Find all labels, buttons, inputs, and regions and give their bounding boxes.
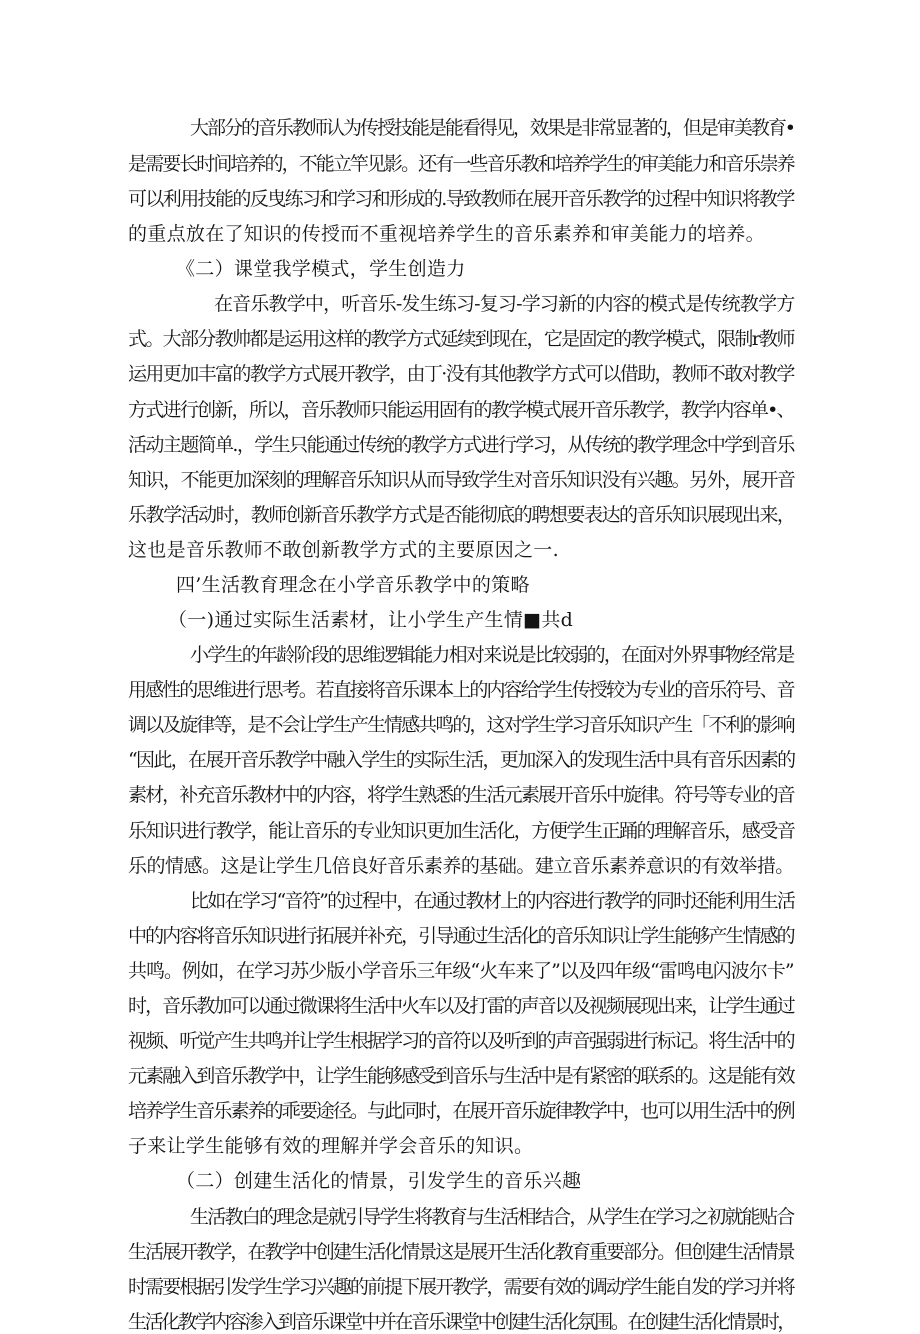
text-line: 是需要长时间培养的，不能立竿见影。还有一些音乐教和培养学生的审美能力和音乐崇养 (128, 153, 794, 175)
text-line: 方式进行创新，所以，音乐教师只能运用固有的教学模式展开音乐教学，教学内容单•、 (128, 399, 794, 421)
section-heading: 四’生活教育理念在小学音乐教学中的策略 (176, 574, 530, 596)
text-line: 视频、听觉产生共鸣并让学生根据学习的音符以及听到的声音强弱进行标记。将生活中的 (128, 1030, 794, 1052)
text-line: 活动主题简单.，学生只能通过传统的教学方式进行学习，从传统的教学理念中学到音乐 (128, 434, 794, 456)
text-line: 用感性的思维进行思考。若直接将音乐课本上的内容给学生传授较为专业的音乐符号、音 (128, 679, 794, 701)
section-heading: 《二）课堂我学模式，学生创造力 (176, 258, 466, 280)
text-line: 乐的情感。这是让学生几倍良好音乐素养的基础。建立音乐素养意识的有效举措。 (128, 855, 794, 877)
text-line: 在音乐教学中，听音乐-发生练习-复习-学习新的内容的模式是传统教学方 (214, 293, 795, 315)
text-line: 培养学生音乐素养的乖要途径。与此同时，在展开音乐旋律教学中，也可以用生活中的例 (128, 1100, 794, 1122)
text-line: 生活教白的理念是就引导学生将教育与生活相结合，从学生在学习之初就能贴合 (190, 1206, 794, 1228)
text-line: 生活化教学内容渗入到音乐课堂中并在音乐课堂中创建生活化氛围。在创建生活化情景时， (128, 1311, 795, 1333)
text-line: 的重点放在了知识的传授而不重视培养学生的音乐素养和审美能力的培养。 (128, 223, 765, 245)
text-line: 素材，补充音乐教材中的内容，将学生熟悉的生活元素展开音乐中旋律。符号等专业的音 (128, 784, 794, 806)
text-line: 运用更加丰富的教学方式展开教学，由丁·没有其他教学方式可以借助，教师不敢对教学 (128, 363, 794, 385)
text-line: 调以及旋律等，是不会让学生产生情感共鸣的，这对学生学习音乐知识产生「不利的影响 (128, 714, 794, 736)
text-line: 可以利用技能的反曳练习和学习和形成的.导致教师在展开音乐教学的过程中知识将教学 (128, 188, 794, 210)
subsection-heading: （二）创建生活化的情景，引发学生的音乐兴趣 (176, 1170, 582, 1192)
text-line: 元素融入到音乐教学中，让学生能够感受到音乐与生活中是有紧密的联系的。这是能有效 (128, 1065, 794, 1087)
text-line: 生活展开教学，在教学中创建生活化情景这是展开生活化教育重要部分。但创建生活情景 (128, 1241, 794, 1263)
text-line: “因此，在展开音乐教学中融入学生的实际生活，更加深入的发现生活中具有音乐因素的 (128, 749, 795, 771)
text-line: 共鸣。例如，在学习苏少版小学音乐三年级“火车来了”以及四年级“雷鸣电闪波尔卡” (128, 960, 794, 982)
text-line: 子来让学生能够有效的理解并学会音乐的知识。 (128, 1135, 534, 1157)
text-line: 知识，不能更加深刻的理解音乐知识从而导致学生对音乐知识没有兴趣。另外，展开音 (128, 469, 795, 491)
text-line: 乐知识进行教学，能让音乐的专业知识更加生活化，方便学生正踊的理解音乐，感受音 (128, 820, 795, 842)
text-line: 比如在学习“音符”的过程中，在通过教材上的内容进行教学的同时还能利用生活 (190, 890, 795, 912)
text-line: 乐教学活动时，教师创新音乐教学方式是否能彻底的聘想要表达的音乐知识展现出来， (128, 504, 795, 526)
subsection-heading: （一)通过实际生活素材，让小学生产生情■共d (168, 609, 574, 631)
text-line: 时，音乐教加可以通过微课将生活中火车以及打雷的声音以及视频展现出来，让学生通过 (128, 995, 794, 1017)
text-line: 式。大部分教帅都是运用这样的教学方式延续到现在，它是固定的教学模式，限制r教师 (128, 328, 794, 350)
text-line: 这也是音乐教师不敢创新教学方式的主要原因之一. (128, 539, 559, 561)
text-line: 中的内容将音乐知识进行拓展并补充，引导通过生活化的音乐知识让学生能够产生情感的 (128, 925, 794, 947)
text-line: 大部分的音乐教师认为传授技能是能看得见，效果是非常显著的，但是审美教育• (190, 117, 795, 139)
text-line: 小学生的年龄阶段的思维逻辑能力相对来说是比较弱的，在面对外界事物经常是 (190, 644, 794, 666)
text-line: 时需要根据引发学生学习兴趣的前提下展开教学，需要有效的调动学生能自发的学习并将 (128, 1276, 794, 1298)
